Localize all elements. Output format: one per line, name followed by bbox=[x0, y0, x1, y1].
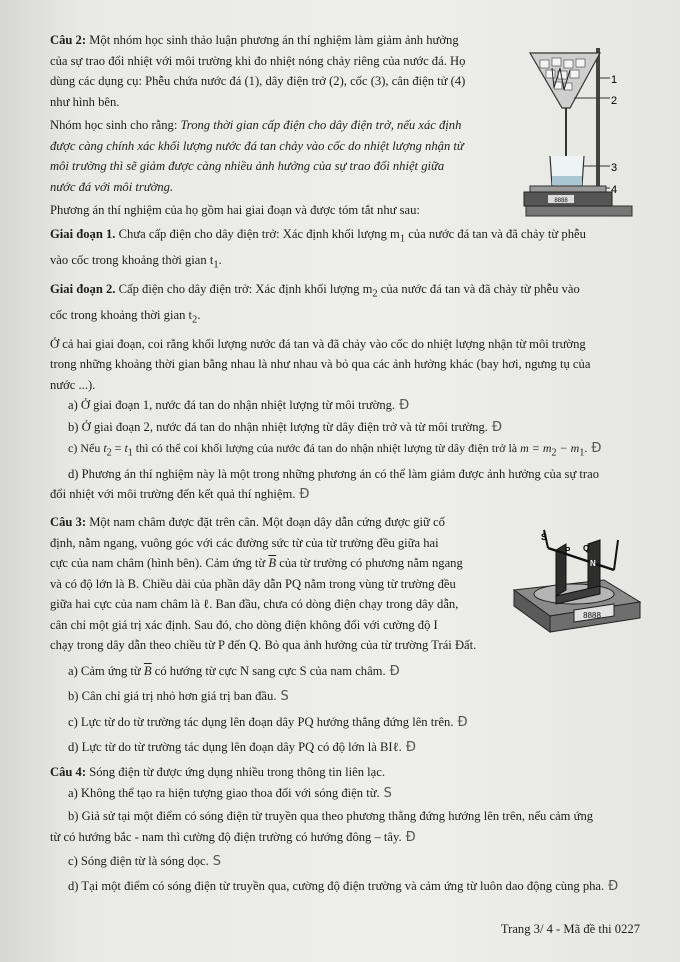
q2-stage2-label: Giai đoạn 2. bbox=[50, 281, 116, 296]
q2-stage1-end: . bbox=[218, 252, 222, 267]
q2-stage1-t-sub: 1 bbox=[213, 259, 219, 271]
q2-claim-line-1: Trong thời gian cấp điện cho dây điện trở, nếu xác định bbox=[180, 118, 462, 132]
q2-stage1-text-2: của nước đá tan và đã chảy từ phễu bbox=[405, 226, 586, 241]
q2-statement-a-text: a) Ở giai đoạn 1, nước đá tan do nhận nhiệt lượng từ môi trường. bbox=[68, 398, 396, 413]
q2-stage2-t-sub: 2 bbox=[192, 314, 198, 326]
page-footer: Trang 3/ 4 - Mã đề thi 0227 bbox=[500, 922, 640, 936]
q2-stage2-end: . bbox=[197, 307, 201, 322]
q2-answer-mark-b: Đ bbox=[491, 419, 503, 435]
q2-stage2-text-3: cốc trong khoảng thời gian t bbox=[50, 307, 193, 322]
scale-display: 8888 bbox=[554, 198, 568, 204]
q2-statement-d-line-1: d) Phương án thí nghiệm này là một trong những phương án có thể làm giảm được ảnh hưởng của sự trao bbox=[68, 466, 600, 481]
q3-statement-b bbox=[50, 686, 650, 708]
fig-label-p: P bbox=[565, 546, 571, 555]
q2-c-eq: = bbox=[111, 441, 125, 456]
q4-c-text: c) Sóng điện từ là sóng dọc. bbox=[68, 854, 209, 868]
question-2 bbox=[50, 30, 650, 506]
q2-intro-line-4: như hình bên. bbox=[50, 94, 120, 109]
q4-statement-b-line-2: từ có hướng bắc - nam thì cường độ điện trường có hướng đông – tây. bbox=[50, 829, 402, 844]
q2-c-sub-c: 2 bbox=[551, 447, 557, 459]
q4-statement-b-line-1: b) Giả sử tại một điểm có sóng điện từ truyền qua theo phương thẳng đứng hướng lên trên, nếu cảm ứng bbox=[68, 809, 594, 823]
q4-a-text: a) Không thể tạo ra hiện tượng giao thoa đối với sóng điện từ. bbox=[68, 785, 380, 800]
q4-statement-b bbox=[50, 827, 660, 849]
q3-line-7: chạy trong dây dẫn theo chiều từ P đến Q. Bỏ qua ảnh hưởng của từ trường Trái Đất. bbox=[50, 638, 477, 652]
q2-claim-line-3: môi trường thì sẽ giảm được càng nhiều ảnh hưởng của sự trao đổi nhiệt giữa bbox=[50, 159, 445, 173]
fig-label-q: Q bbox=[583, 544, 590, 553]
question-4-title: Câu 4: bbox=[50, 765, 87, 779]
q2-c-m: m bbox=[520, 441, 529, 456]
q2-statement-c bbox=[50, 438, 650, 464]
q2-c-t: t bbox=[103, 441, 107, 456]
q2-answer-mark-d: Đ bbox=[299, 487, 310, 503]
q3-line-3-vector: $\overline{B}$ bbox=[268, 556, 277, 570]
q2-stage2-text: Cấp điện cho dây điện trở: Xác định khối lượng m bbox=[118, 281, 373, 296]
q3-line-3a: cực của nam châm (hình bên). Cảm ứng từ bbox=[50, 556, 269, 570]
q3-line-3c: của từ trường có phương nằm ngang bbox=[276, 556, 463, 570]
q2-intro-line-3: dùng các dụng cụ: Phễu chứa nước đá (1), dây điện trở (2), cốc (3), cân điện tử (4) bbox=[50, 74, 466, 88]
q2-intro-line-1: Một nhóm học sinh thảo luận phương án thí nghiệm làm giảm ảnh hưởng bbox=[89, 33, 459, 47]
fig-label-1: 1 bbox=[611, 74, 618, 86]
q4-statement-d bbox=[50, 876, 660, 898]
fig-label-3: 3 bbox=[611, 162, 618, 174]
q2-statement-b bbox=[50, 417, 650, 439]
question-3 bbox=[50, 512, 650, 759]
q3-line-4: và có độ lớn là B. Chiều dài của phần dây dẫn PQ nằm trong vùng từ trường đều bbox=[50, 576, 456, 591]
q2-statement-b-text: b) Ở giai đoạn 2, nước đá tan do nhận nhiệt lượng từ dây điện trở và từ môi trường. bbox=[68, 419, 488, 434]
q2-stage1-text: Chưa cấp điện cho dây điện trở: Xác định khối lượng m bbox=[118, 226, 400, 241]
fig-label-s: S bbox=[541, 532, 548, 542]
q2-c-end: . bbox=[584, 441, 588, 456]
fig-label-4: 4 bbox=[611, 184, 618, 196]
q2-c-lead: c) Nếu bbox=[68, 441, 104, 456]
q2-statement-d-line-2: đổi nhiệt với môi trường đến kết quả thí nghiệm. bbox=[50, 487, 296, 502]
q2-claim-line-2: được càng chính xác khối lượng nước đá tan chảy vào cốc do nhiệt lượng nhận từ bbox=[50, 138, 464, 153]
q3-line-6: cân chỉ một giá trị xác định. Sau đó, cho dòng điện không đổi với cường độ I bbox=[50, 617, 438, 632]
q2-assume-line-2: trong những khoảng thời gian bằng nhau là như nhau và bỏ qua các ảnh hưởng khác (bay hơi, ngưng tụ của bbox=[50, 357, 591, 372]
q2-assume-line-1: Ở cả hai giai đoạn, coi rằng khối lượng nước đá tan và đã chảy vào cốc do nhiệt lượng nhận từ môi trường bbox=[50, 336, 586, 351]
q2-c-sub-b: 1 bbox=[127, 447, 133, 459]
scale-display-q3: 8888 bbox=[583, 611, 601, 620]
q3-c-text: c) Lực từ do từ trường tác dụng lên đoạn dây PQ hướng thẳng đứng lên trên. bbox=[68, 714, 454, 729]
q4-statement-c bbox=[50, 851, 660, 873]
q3-answer-mark-a: Đ bbox=[389, 663, 400, 679]
q2-c-sub-a: 2 bbox=[106, 447, 112, 459]
q2-answer-mark-c: Đ bbox=[591, 441, 602, 457]
q2-stage1-sub: 1 bbox=[399, 233, 406, 245]
q2-c-t2: t bbox=[124, 441, 128, 456]
q4-answer-mark-d: Đ bbox=[608, 878, 619, 894]
q2-intro-line-2: của sự trao đổi nhiệt với môi trường khi đo nhiệt nóng chảy riêng của nước đá. Họ bbox=[50, 53, 466, 68]
q2-plan: Phương án thí nghiệm của họ gồm hai giai đoạn và được tóm tắt như sau: bbox=[50, 203, 420, 217]
q2-stage1-text-3: vào cốc trong khoảng thời gian t bbox=[50, 252, 214, 267]
q2-assume-line-3: nước ...). bbox=[50, 377, 96, 392]
q2-answer-mark-a: Đ bbox=[399, 398, 410, 414]
fig-label-2: 2 bbox=[611, 95, 618, 107]
q2-claim-line-4: nước đá với môi trường. bbox=[50, 179, 174, 194]
q4-answer-mark-a: S bbox=[383, 785, 392, 801]
q3-line-5: giữa hai cực của nam châm là ℓ. Ban đầu, chưa có dòng điện chạy trong dây dẫn, bbox=[50, 597, 459, 611]
q3-a-vector: $\overline{B}$ bbox=[143, 663, 152, 678]
q2-c-m1: − m bbox=[556, 441, 580, 456]
q4-d-text: d) Tại một điểm có sóng điện từ truyền qua, cường độ điện trường và cảm ứng từ luôn dao động cùng pha. bbox=[68, 878, 605, 893]
q3-statement-c bbox=[50, 712, 650, 734]
q2-stage2-sub: 2 bbox=[372, 288, 378, 300]
q4-answer-mark-b: Đ bbox=[405, 829, 416, 845]
q2-statement-a bbox=[50, 395, 650, 417]
q2-c-text: thì có thể coi khối lượng của nước đá tan do nhận nhiệt lượng từ dây điện trở là bbox=[132, 441, 521, 456]
q2-stage1-label: Giai đoạn 1. bbox=[50, 226, 116, 241]
q2-claim-lead: Nhóm học sinh cho rằng: bbox=[50, 118, 181, 132]
q2-statement-d bbox=[50, 484, 650, 506]
q3-d-text: d) Lực từ do từ trường tác dụng lên đoạn dây PQ có độ lớn là BIℓ. bbox=[68, 740, 402, 754]
q3-answer-mark-b: S bbox=[280, 689, 289, 704]
q3-line-1: Một nam châm được đặt trên cân. Một đoạn dây dẫn cứng được giữ cố bbox=[89, 515, 445, 529]
q3-answer-mark-c: Đ bbox=[457, 714, 468, 730]
q3-b-text: b) Cân chỉ giá trị nhỏ hơn giá trị ban đầu. bbox=[68, 689, 277, 703]
q4-statement-a bbox=[50, 783, 660, 805]
q3-a-text: có hướng từ cực N sang cực S của nam châm. bbox=[151, 663, 386, 678]
question-2-title: Câu 2: bbox=[50, 33, 87, 47]
q3-a-lead: a) Cảm ứng từ bbox=[68, 663, 144, 678]
q4-line-1: Sóng điện từ được ứng dụng nhiều trong thông tin liên lạc. bbox=[89, 765, 385, 779]
fig-label-n: N bbox=[590, 559, 596, 568]
q3-line-2: định, nằm ngang, vuông góc với các đường sức từ của từ trường đều giữa hai bbox=[50, 535, 439, 550]
q3-statement-a bbox=[50, 661, 650, 683]
q3-answer-mark-d: Đ bbox=[405, 740, 416, 755]
q3-statement-d bbox=[50, 737, 650, 759]
q4-answer-mark-c: S bbox=[212, 854, 222, 869]
q2-stage2-text-2: của nước đá tan và đã chảy từ phễu vào bbox=[377, 281, 580, 296]
question-3-title: Câu 3: bbox=[50, 515, 87, 529]
q2-c-sub-d: 1 bbox=[579, 447, 585, 459]
question-4 bbox=[50, 762, 660, 897]
q2-c-m2: = m bbox=[528, 441, 552, 456]
